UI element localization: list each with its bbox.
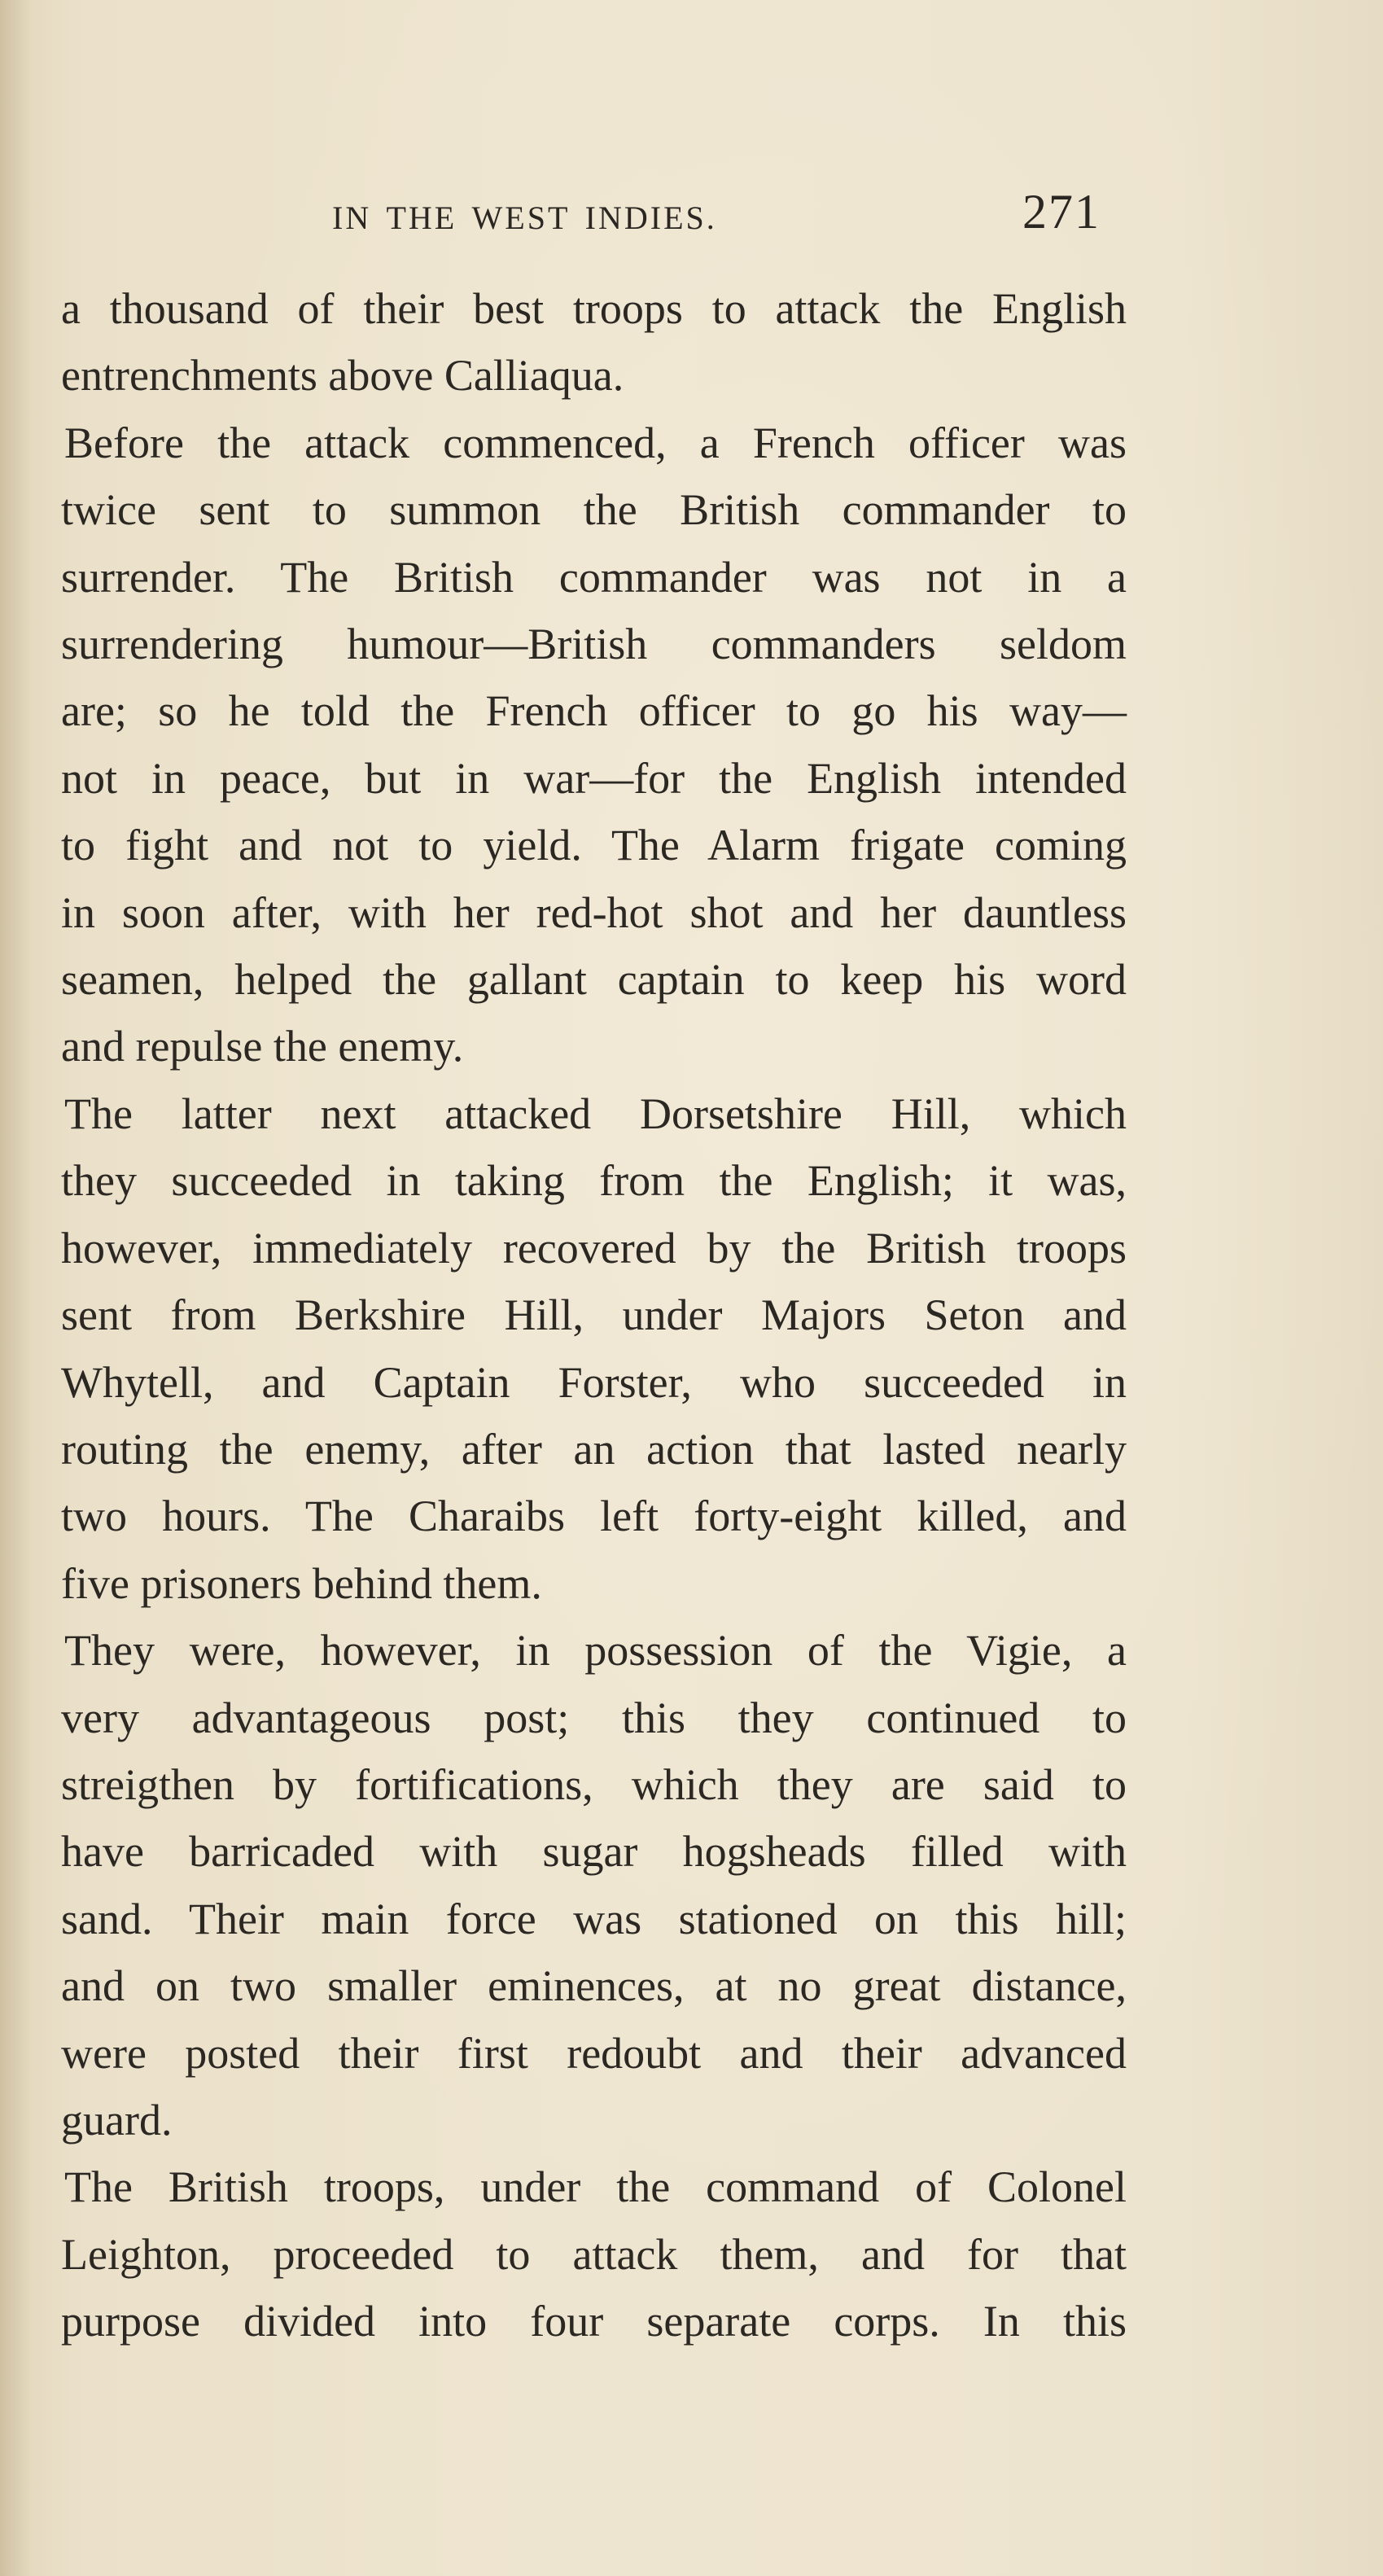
paragraph [61,410,1127,1080]
text-line: and on two smaller eminences, at no great distance, [61,1961,1127,2011]
text-line: were posted their first redoubt and their advanced [61,2028,1127,2078]
binding-shadow [0,0,33,2576]
text-line: however, immediately recovered by the British troops [61,1223,1127,1273]
text-line: Leighton, proceeded to attack them, and for that [61,2229,1127,2279]
text-line: surrendering humour—British commanders seldom [61,620,1127,669]
paragraph [61,1080,1127,1617]
text-line: sent from Berkshire Hill, under Majors Seton and [61,1290,1127,1340]
text-line: guard. [61,2095,173,2144]
page-number: 271 [1022,185,1101,239]
text-line: purpose divided into four separate corps. In this [61,2297,1127,2346]
text-line: in soon after, with her red-hot shot and her dauntless [61,887,1127,937]
text-line: they succeeded in taking from the English; it was, [61,1156,1127,1206]
page-header [0,181,1383,254]
body-text [61,275,1127,2355]
paragraph [61,275,1127,410]
text-line: The British troops, under the command of Colonel [64,2162,1127,2212]
paragraph [61,2153,1127,2355]
text-line: Whytell, and Captain Forster, who succeeded in [61,1357,1127,1407]
text-line: They were, however, in possession of the Vigie, a [64,1626,1127,1676]
text-line: two hours. The Charaibs left forty-eight killed, and [61,1492,1127,1541]
text-line: are; so he told the French officer to go his way— [61,686,1127,736]
text-line: surrender. The British commander was not in a [61,552,1127,602]
text-line: very advantageous post; this they continued to [61,1693,1127,1742]
text-line: five prisoners behind them. [61,1558,542,1608]
text-line: The latter next attacked Dorsetshire Hill, which [64,1089,1127,1138]
text-line: entrenchments above Calliaqua. [61,351,624,401]
text-line: not in peace, but in war—for the English intended [61,753,1127,803]
text-line: a thousand of their best troops to attack the English [61,284,1127,333]
text-line: have barricaded with sugar hogsheads filled with [61,1827,1127,1877]
running-head: IN THE WEST INDIES. [332,199,717,236]
text-line: seamen, helped the gallant captain to keep his word [61,955,1127,1005]
text-line: Before the attack commenced, a French officer was [64,418,1127,467]
text-line: to fight and not to yield. The Alarm frigate coming [61,821,1127,870]
text-line: sand. Their main force was stationed on this hill; [61,1894,1127,1943]
paragraph [61,1617,1127,2153]
text-line: twice sent to summon the British commander to [61,485,1127,535]
text-line: streigthen by fortifications, which they are said to [61,1759,1127,1809]
text-line: routing the enemy, after an action that lasted nearly [61,1424,1127,1474]
text-line: and repulse the enemy. [61,1022,464,1071]
